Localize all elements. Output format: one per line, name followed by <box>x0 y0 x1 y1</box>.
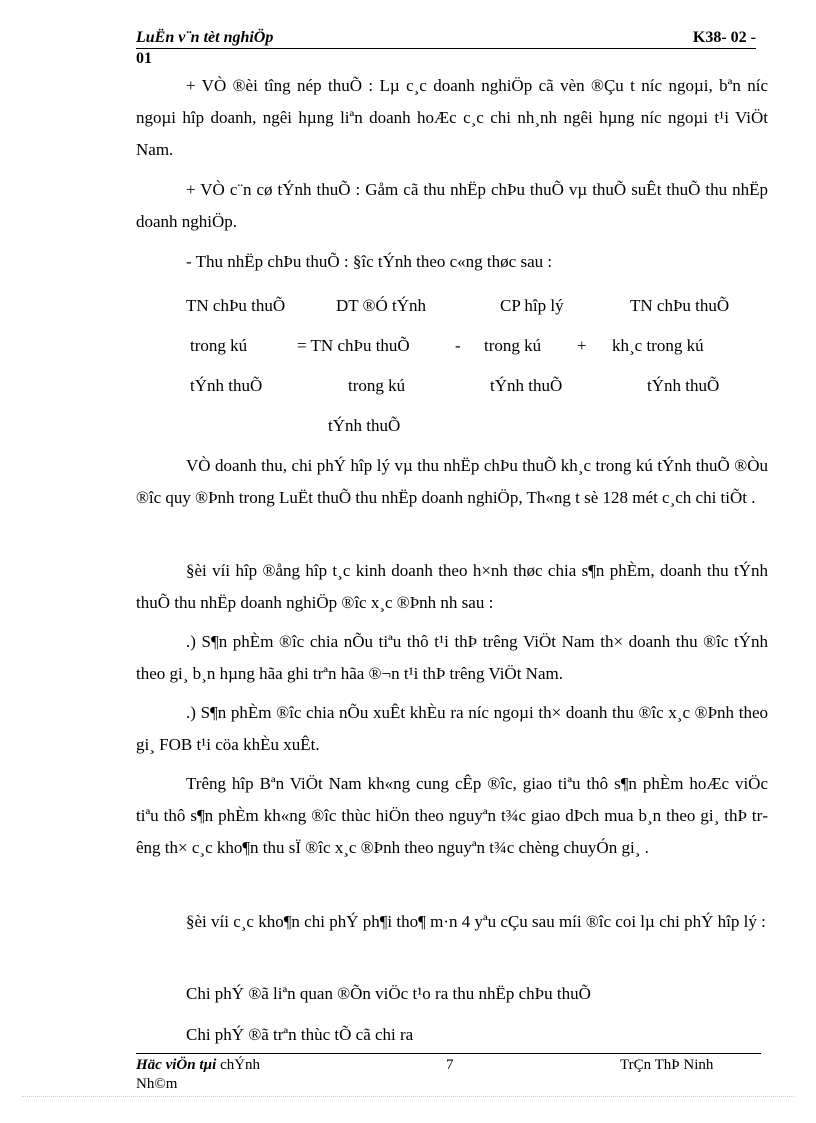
formula-r3-c3: tÝnh thuÕ <box>490 376 563 395</box>
formula-r2-minus: - <box>455 336 461 355</box>
footer-institution-rest: chÝnh <box>216 1057 261 1073</box>
formula-r4: tÝnh thuÕ <box>328 416 401 435</box>
paragraph-bcc-contracts: §èi víi hîp ®ång hîp t¸c kinh doanh theo h×nh thøc chia s¶n phÈm, doanh thu tÝnh thuÕ thu nhËp doanh nghiÖp ®îc x¸c ®Þnh nh sau : <box>136 561 768 612</box>
header-code-continuation: 01 <box>136 50 152 67</box>
formula-r3-c1: tÝnh thuÕ <box>190 376 263 395</box>
formula-r1-c2: DT ®Ó tÝnh <box>336 296 427 315</box>
paragraph-transfer-pricing: Trêng hîp Bªn ViÖt Nam kh«ng cung cÊp ®îc, giao tiªu thô s¶n phÈm hoÆc viÖc tiªu thô s¶n phÈm kh«ng ®îc thùc hiÖn theo nguyªn t¾c giao dÞch mua b¸n theo gi¸ thÞ trêng th× c¸c kho¶n thu sÏ ®îc x¸c ®Þnh theo nguyªn t¾c chèng chuyÓn gi¸ . <box>136 774 768 857</box>
paragraph-revenue-costs: VÒ doanh thu, chi phÝ hîp lý vµ thu nhËp chÞu thuÕ kh¸c trong kú tÝnh thuÕ ®Òu ®îc quy ®Þnh trong LuËt thuÕ thu nhËp doanh nghiÖp, Th«ng t sè 128 mét c¸ch chi tiÕt . <box>136 456 768 507</box>
formula-r1-c4: TN chÞu thuÕ <box>630 296 730 315</box>
formula-r2-c3: trong kú <box>484 336 542 355</box>
footer-institution-italic: Häc viÖn tµi <box>136 1057 217 1073</box>
footer-rule <box>136 1053 761 1054</box>
page-bottom-dotted-line <box>22 1096 794 1097</box>
paragraph-taxpayer: + VÒ ®èi tîng nép thuÕ : Lµ c¸c doanh nghiÖp cã vèn ®Çu t níc ngoµi, bªn níc ngoµi hîp doanh, ngêi hµng liªn doanh hoÆc c¸c chi nh¸nh ngêi hµng níc ngoµi t¹i ViÖt Nam. <box>136 76 768 159</box>
formula-r2-c4: kh¸c trong kú <box>612 336 704 355</box>
paragraph-export-sale: .) S¶n phÈm ®îc chia nÕu xuÊt khÈu ra níc ngoµi th× doanh thu ®îc x¸c ®Þnh theo gi¸ FOB t¹i cöa khÈu xuÊt. <box>136 703 768 754</box>
formula-r2-plus: + <box>577 336 587 355</box>
formula-r2-c1: trong kú <box>190 336 248 355</box>
paragraph-taxable-income: - Thu nhËp chÞu thuÕ : §îc tÝnh theo c«ng thøc sau : <box>186 252 553 271</box>
paragraph-tax-basis: + VÒ c¨n cø tÝnh thuÕ : Gåm cã thu nhËp chÞu thuÕ vµ thuÕ suÊt thuÕ thu nhËp doanh nghiÖp. <box>136 180 768 231</box>
paragraph-domestic-sale: .) S¶n phÈm ®îc chia nÕu tiªu thô t¹i thÞ trêng ViÖt Nam th× doanh thu ®îc tÝnh theo gi¸ b¸n hµng hãa ghi trªn hãa ®¬n t¹i thÞ trêng ViÖt Nam. <box>136 632 768 683</box>
header-code: K38- 02 - <box>692 29 756 46</box>
paragraph-cost-req-2: Chi phÝ ®ã trªn thùc tÕ cã chi ra <box>186 1025 414 1044</box>
formula-r2-c2: = TN chÞu thuÕ <box>297 336 410 355</box>
header-rule <box>136 48 756 49</box>
formula-r3-c4: tÝnh thuÕ <box>647 376 720 395</box>
formula-r3-c2: trong kú <box>348 376 406 395</box>
formula-r1-c1: TN chÞu thuÕ <box>186 296 286 315</box>
header-title: LuËn v¨n tèt nghiÖp <box>136 29 274 46</box>
formula-r1-c3: CP hîp lý <box>500 296 564 315</box>
footer-author: TrÇn ThÞ Ninh <box>620 1057 714 1073</box>
footer-institution <box>136 1056 260 1075</box>
footer-institution-line2: Nh©m <box>136 1076 178 1092</box>
paragraph-cost-requirements: §èi víi c¸c kho¶n chi phÝ ph¶i tho¶ m·n 4 yªu cÇu sau míi ®îc coi lµ chi phÝ hîp lý : <box>186 912 766 931</box>
footer-page-number: 7 <box>446 1057 454 1073</box>
paragraph-cost-req-1: Chi phÝ ®ã liªn quan ®Õn viÖc t¹o ra thu nhËp chÞu thuÕ <box>186 984 591 1003</box>
